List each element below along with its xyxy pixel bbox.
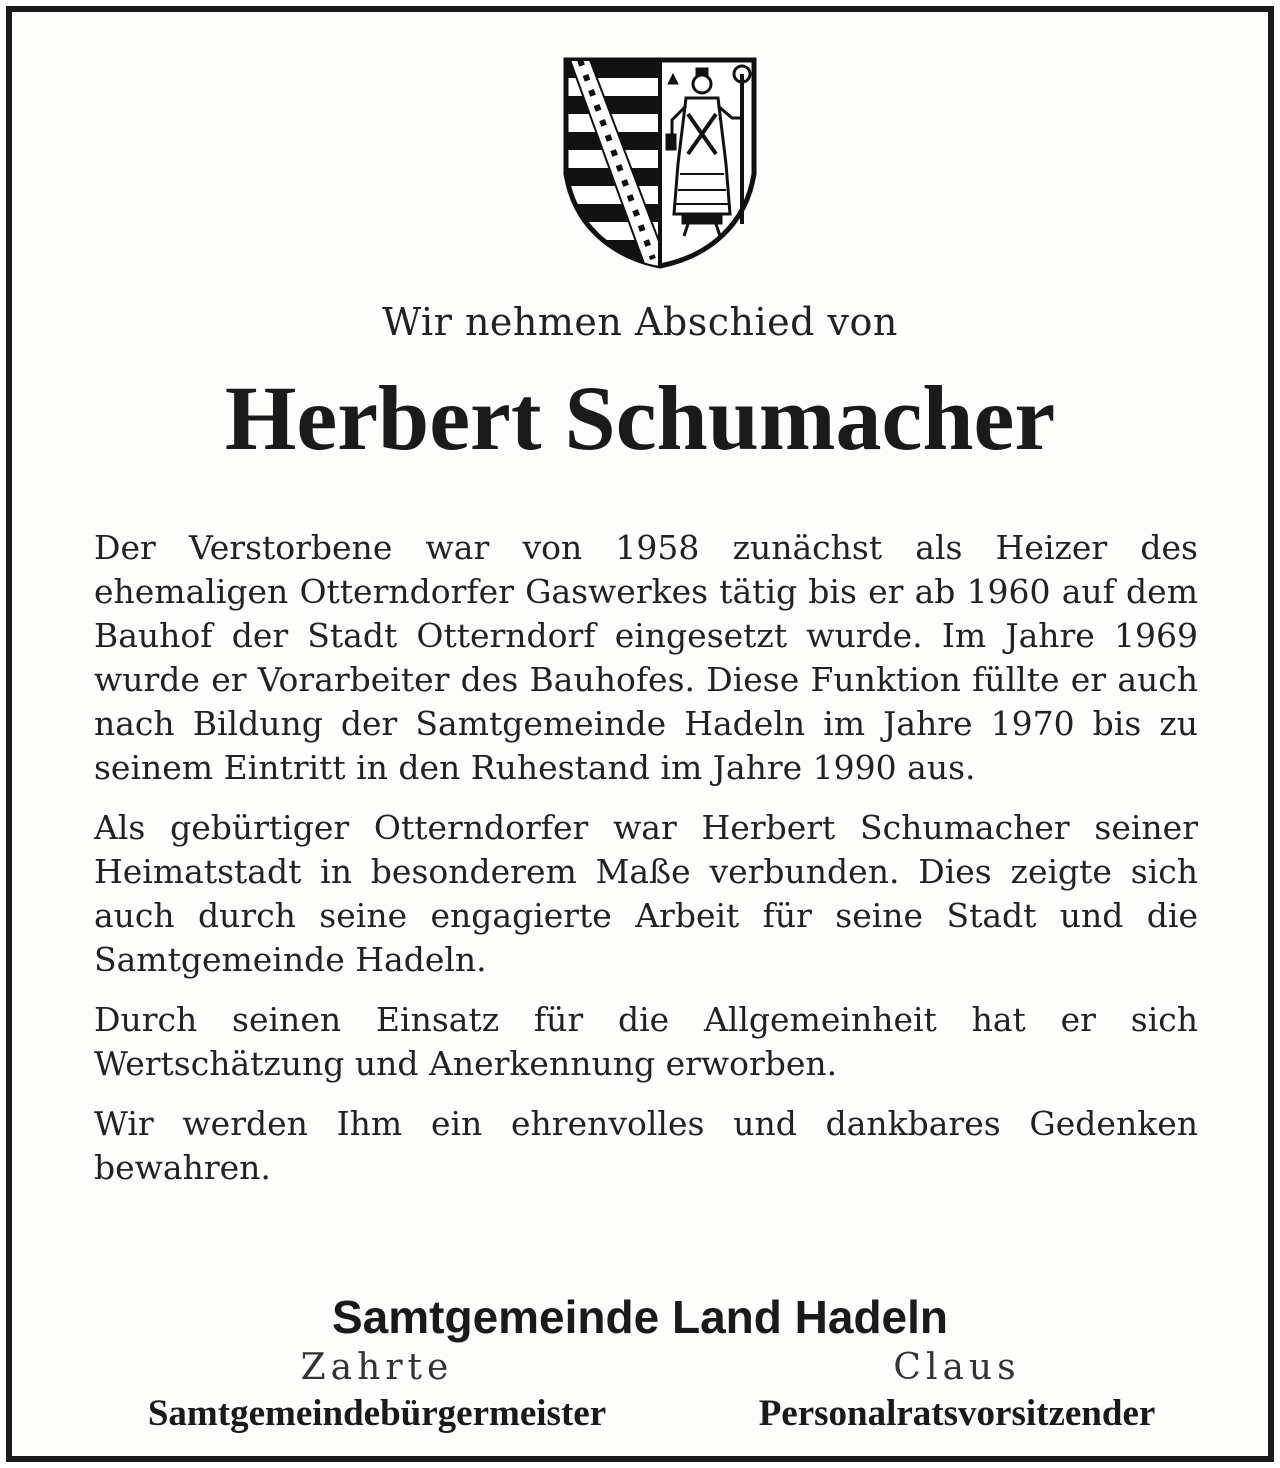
signer-right xyxy=(712,1348,1202,1436)
signer-left xyxy=(92,1348,662,1436)
intro-line: Wir nehmen Abschied von xyxy=(382,300,898,344)
deceased-name: Herbert Schumacher xyxy=(224,367,1056,469)
signer-name: Zahrte xyxy=(300,1347,454,1388)
organization-name: Samtgemeinde Land Hadeln xyxy=(331,1291,948,1343)
obituary-body xyxy=(94,526,1198,1206)
obituary-notice xyxy=(6,6,1274,1462)
paragraph: Wir werden Ihm ein ehrenvolles und dankbares Gedenken bewahren. xyxy=(94,1104,1198,1187)
paragraph: Durch seinen Einsatz für die Allgemeinheit hat er sich Wertschätzung und Anerkennung erworben. xyxy=(94,1000,1198,1083)
paragraph: Der Verstorbene war von 1958 zunächst als Heizer des ehemaligen Otterndorfer Gaswerkes tätig bis er ab 1960 auf dem Bauhof der Stadt Otterndorf eingesetzt wurde. Im Jahre 1969 wurde er Vorarbeiter des Bauhofes. Diese Funktion füllte er auch nach Bildung der Samtgemeinde Hadeln im Jahre 1970 bis zu seinem Eintritt in den Ruhestand im Jahre 1990 aus. xyxy=(94,528,1198,787)
signer-role: Personalratsvorsitzender xyxy=(758,1393,1156,1434)
signer-name: Claus xyxy=(893,1347,1021,1388)
paragraph: Als gebürtiger Otterndorfer war Herbert Schumacher seiner Heimatstadt in besonderem Maße verbunden. Dies zeigte sich auch durch seine engagierte Arbeit für seine Stadt und die Samtgemeinde Hadeln. xyxy=(94,808,1198,979)
signer-role: Samtgemeindebürgermeister xyxy=(147,1393,607,1434)
coat-of-arms-icon xyxy=(560,54,760,272)
